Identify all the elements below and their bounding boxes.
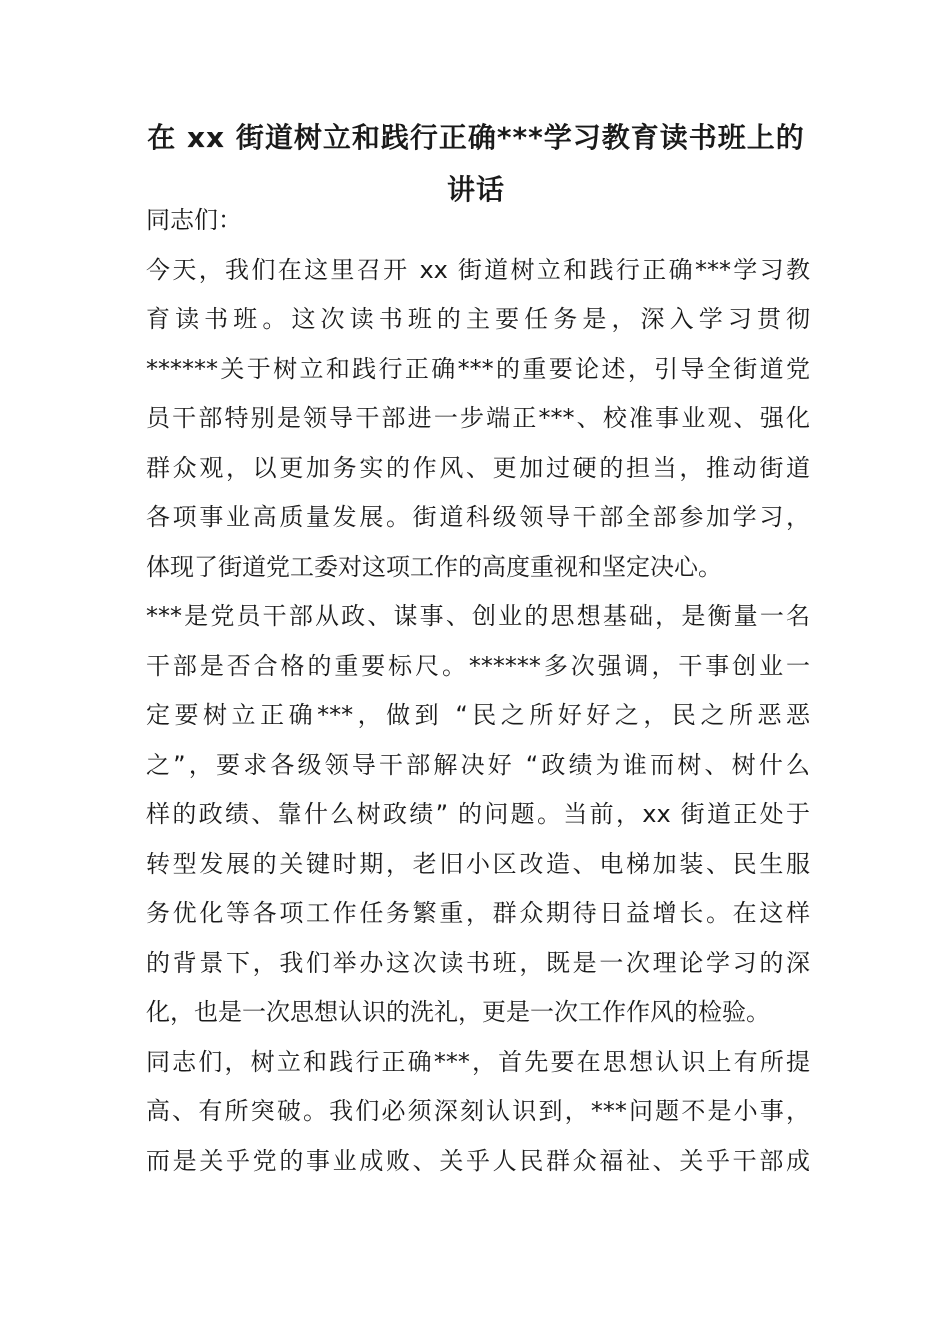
paragraph-line: ***是党员干部从政、谋事、创业的思想基础，是衡量一名 bbox=[146, 602, 810, 630]
paragraph-line: 转型发展的关键时期，老旧小区改造、电梯加装、民生服 bbox=[146, 849, 810, 878]
title-line-2: 讲话 bbox=[446, 173, 505, 206]
paragraph-line: 各项事业高质量发展。街道科级领导干部全部参加学习， bbox=[146, 503, 810, 531]
paragraph-line: 育读书班。这次读书班的主要任务是，深入学习贯彻 bbox=[146, 305, 810, 333]
title-line-1: 在 xx 街道树立和践行正确***学习教育读书班上的 bbox=[147, 121, 805, 154]
paragraph-line: 务优化等各项工作任务繁重，群众期待日益增长。在这样 bbox=[146, 899, 810, 927]
paragraph-line: 员干部特别是领导干部进一步端正***、校准事业观、强化 bbox=[146, 404, 810, 432]
salutation: 同志们： bbox=[146, 206, 242, 234]
paragraph-line: 高、有所突破。我们必须深刻认识到，***问题不是小事， bbox=[146, 1097, 810, 1125]
paragraph-line: 定要树立正确***，做到 “民之所好好之，民之所恶恶 bbox=[146, 701, 810, 729]
paragraph-line: 今天，我们在这里召开 xx 街道树立和践行正确***学习教 bbox=[146, 255, 810, 284]
paragraph-line: 样的政绩、靠什么树政绩” 的问题。当前，xx 街道正处于 bbox=[146, 800, 810, 828]
paragraph-line: ******关于树立和践行正确***的重要论述，引导全街道党 bbox=[146, 354, 810, 383]
paragraph-line: 同志们，树立和践行正确***，首先要在思想认识上有所提 bbox=[146, 1047, 810, 1076]
paragraph-line: 而是关乎党的事业成败、关乎人民群众福祉、关乎干部成 bbox=[146, 1146, 810, 1175]
paragraph-line: 干部是否合格的重要标尺。******多次强调，干事创业一 bbox=[146, 651, 810, 680]
document-body bbox=[146, 196, 810, 1186]
paragraph-line: 体现了街道党工委对这项工作的高度重视和坚定决心。 bbox=[146, 552, 722, 581]
paragraph-line: 化，也是一次思想认识的洗礼，更是一次工作作风的检验。 bbox=[146, 998, 770, 1026]
paragraph-line: 群众观，以更加务实的作风、更加过硬的担当，推动街道 bbox=[146, 453, 810, 482]
paragraph-line: 之”，要求各级领导干部解决好 “政绩为谁而树、树什么 bbox=[146, 750, 810, 779]
paragraph-line: 的背景下，我们举办这次读书班，既是一次理论学习的深 bbox=[146, 948, 810, 977]
